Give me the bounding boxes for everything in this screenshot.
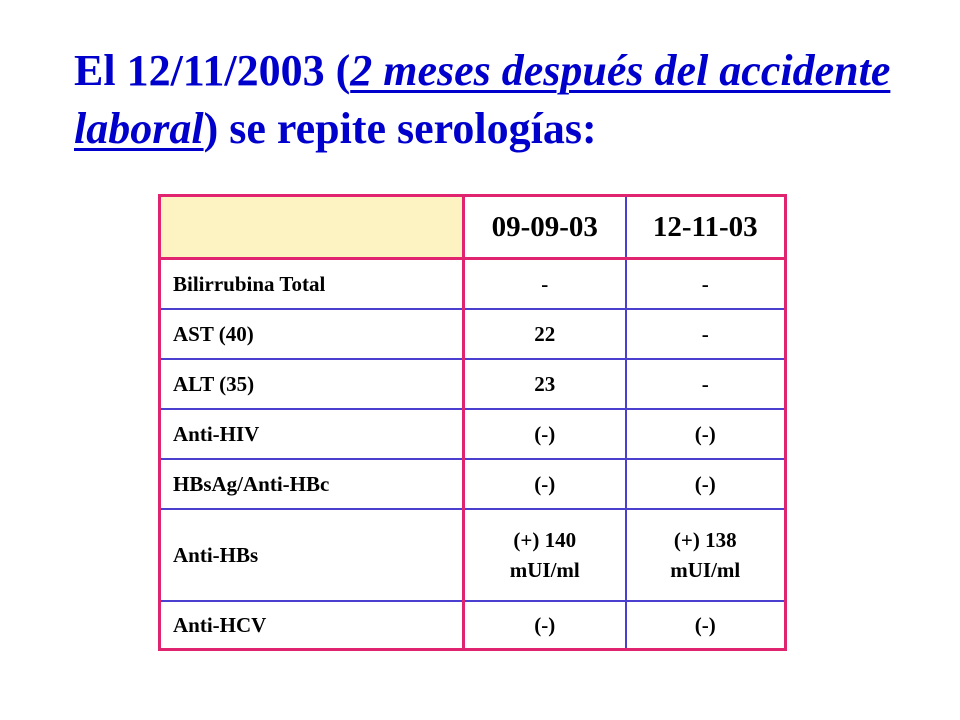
header-date-1: 09-09-03 [464,196,626,259]
serology-table [158,194,787,651]
value-line: (+) 140 [513,528,577,552]
row-value-date-2: - [626,309,786,359]
row-label: HBsAg/Anti-HBc [160,459,464,509]
table-row [160,309,786,359]
value-unit: mUI/ml [509,558,580,582]
row-value-date-1: - [464,259,626,310]
row-label: Anti-HIV [160,409,464,459]
row-label: AST (40) [160,309,464,359]
row-value-date-1: (-) [464,459,626,509]
row-label: ALT (35) [160,359,464,409]
table-row [160,509,786,601]
header-corner-cell [160,196,464,259]
table-row [160,459,786,509]
row-value-date-2: - [626,359,786,409]
row-label: Anti-HCV [160,601,464,650]
row-value-date-1 [464,509,626,601]
row-label: Anti-HBs [160,509,464,601]
value-line: (+) 138 [673,528,737,552]
table-row [160,601,786,650]
table-row [160,359,786,409]
row-value-date-2: (-) [626,459,786,509]
value-unit: mUI/ml [670,558,741,582]
table-row [160,259,786,310]
title-rest: ) se repite serologías: [203,104,597,153]
row-value-date-1: 22 [464,309,626,359]
table-header-row [160,196,786,259]
row-value-date-1: (-) [464,409,626,459]
table-row [160,409,786,459]
row-value-date-2: (-) [626,409,786,459]
header-date-2: 12-11-03 [626,196,786,259]
title-underlined-phrase: 2 meses después del accidente laboral [74,46,891,153]
title-date-part: El 12/11/2003 ( [74,46,351,95]
slide-title [74,42,914,158]
row-value-date-1: 23 [464,359,626,409]
row-value-date-2: (-) [626,601,786,650]
row-label: Bilirrubina Total [160,259,464,310]
row-value-date-2 [626,509,786,601]
row-value-date-2: - [626,259,786,310]
row-value-date-1: (-) [464,601,626,650]
